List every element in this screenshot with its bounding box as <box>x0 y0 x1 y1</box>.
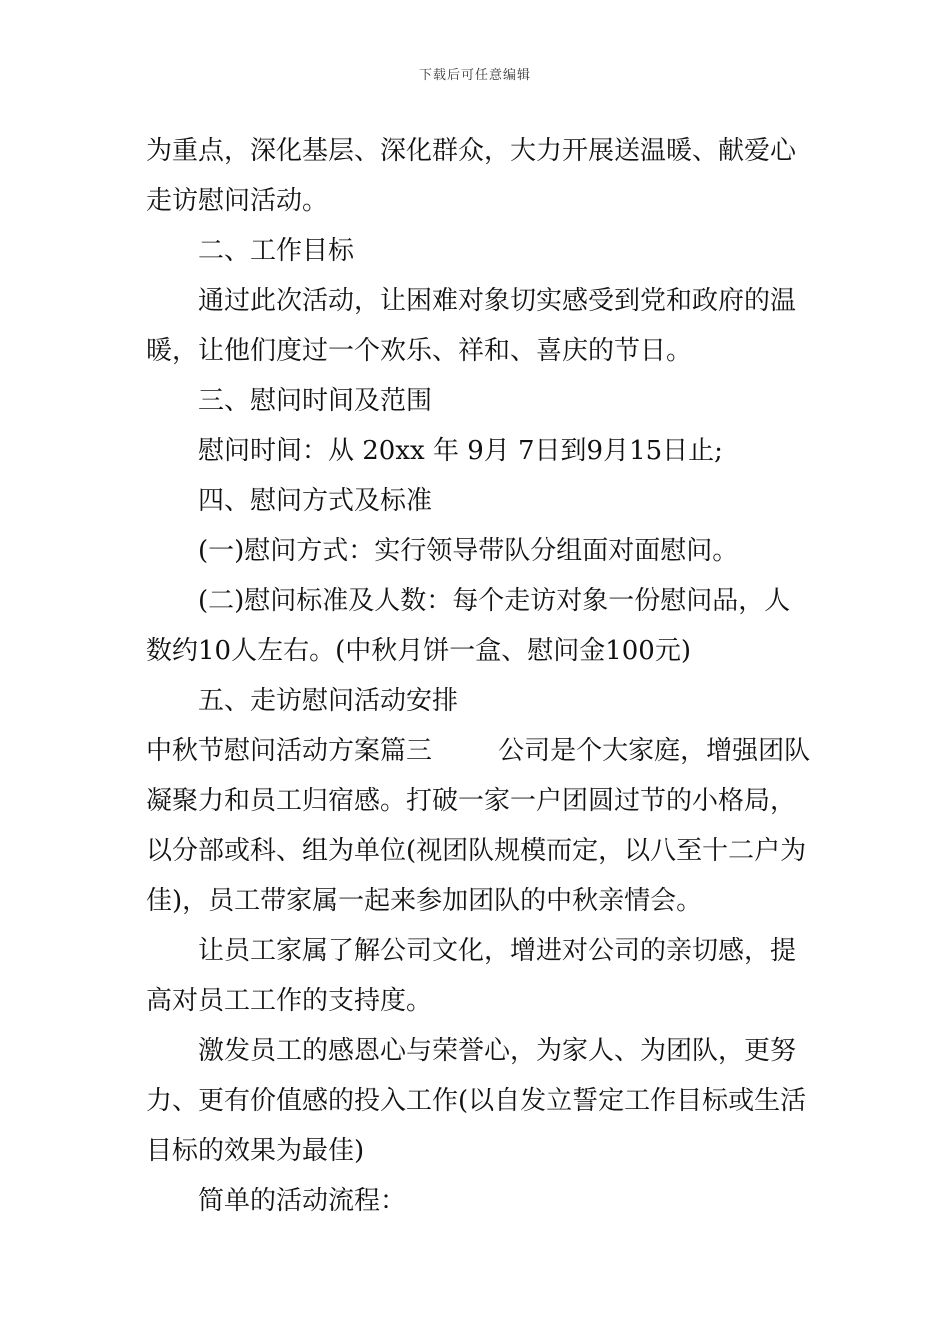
paragraph-line: 慰问时间：从 20xx 年 9月 7日到9月15日止; <box>198 436 723 466</box>
paragraph-line: 为重点，深化基层、深化群众，大力开展送温暖、献爱心 <box>146 136 797 166</box>
paragraph-line: 激发员工的感恩心与荣誉心，为家人、为团队，更努 <box>198 1036 797 1066</box>
paragraph-line: (一)慰问方式：实行领导带队分组面对面慰问。 <box>198 536 739 566</box>
paragraph-line: 佳)，员工带家属一起来参加团队的中秋亲情会。 <box>146 886 703 916</box>
document-body <box>146 126 811 1226</box>
paragraph-line: 暖，让他们度过一个欢乐、祥和、喜庆的节日。 <box>146 336 693 366</box>
paragraph-line: 通过此次活动，让困难对象切实感受到党和政府的温 <box>198 286 797 316</box>
section-heading: 二、工作目标 <box>198 236 355 266</box>
paragraph-line: 走访慰问活动。 <box>146 186 329 216</box>
paragraph-line: 高对员工工作的支持度。 <box>146 986 433 1016</box>
section-heading: 三、慰问时间及范围 <box>198 386 433 416</box>
paragraph-line: 以分部或科、组为单位(视团队规模而定，以八至十二户为 <box>146 836 807 866</box>
paragraph-line: 让员工家属了解公司文化，增进对公司的亲切感，提 <box>198 936 797 966</box>
paragraph-line: 数约10人左右。(中秋月饼一盒、慰问金100元) <box>146 636 691 666</box>
section-heading: 五、走访慰问活动安排 <box>198 686 459 716</box>
paragraph-line: 目标的效果为最佳) <box>146 1136 365 1166</box>
page-header-note: 下载后可任意编辑 <box>418 68 531 83</box>
paragraph-line: 简单的活动流程： <box>198 1186 407 1216</box>
paragraph-line: 力、更有价值感的投入工作(以自发立誓定工作目标或生活 <box>146 1086 807 1116</box>
paragraph-line: 中秋节慰问活动方案篇三 公司是个大家庭，增强团队 <box>146 736 811 766</box>
section-heading: 四、慰问方式及标准 <box>198 486 433 516</box>
paragraph-line: 凝聚力和员工归宿感。打破一家一户团圆过节的小格局， <box>146 786 797 816</box>
paragraph-line: (二)慰问标准及人数：每个走访对象一份慰问品，人 <box>198 586 791 616</box>
